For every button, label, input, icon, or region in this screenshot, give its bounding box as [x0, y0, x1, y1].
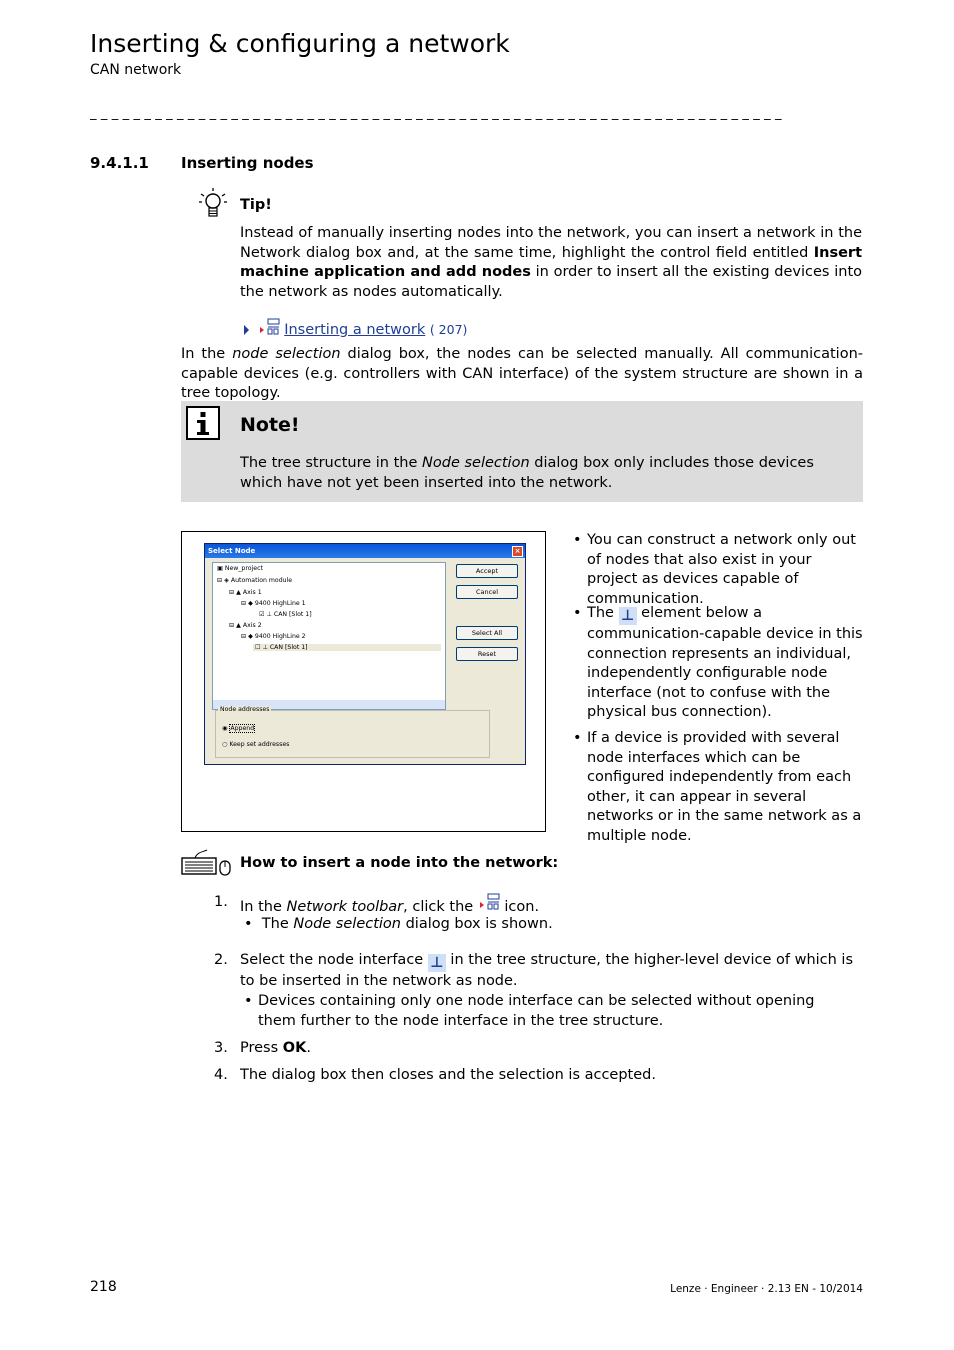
header-rule: _ _ _ _ _ _ _ _ _ _ _ _ _ _ _ _ _ _ _ _ _ _ _ _ _ _ _ _ _ _ _ _ _ _ _ _ _ _ _ _ _ _ _ _ _ _ _ _ _ _ _ _ _ _ _ _ _ _ _ _ _ _ _ _ — [90, 106, 782, 121]
dialog-title: Select Node — [208, 547, 256, 555]
network-icon — [478, 893, 500, 918]
reset-button[interactable]: Reset — [456, 647, 518, 661]
step-4: The dialog box then closes and the selection is accepted. — [240, 1067, 656, 1083]
close-icon[interactable]: × — [512, 546, 523, 557]
step-4-number: 4. — [214, 1067, 228, 1083]
arrow-right-icon — [244, 325, 249, 335]
section-number: 9.4.1.1 — [90, 154, 149, 172]
append-radio[interactable]: ◉ Append — [222, 725, 255, 732]
group-label: Node addresses — [220, 706, 270, 713]
bullet-1: • You can construct a network only out of nodes that also exist in your project as devices capable of communication. — [573, 532, 856, 607]
note-box — [181, 401, 863, 502]
tree-item[interactable]: ⊟ ◆ 9400 HighLine 2 — [241, 633, 306, 640]
tip-label: Tip! — [240, 197, 272, 213]
node-tree[interactable] — [212, 562, 446, 710]
note-title: Note! — [240, 414, 300, 436]
tip-link-row — [244, 318, 467, 343]
tree-item[interactable]: ⊟ ◈ Automation module — [217, 577, 293, 584]
step-1-sub: • The Node selection dialog box is shown. — [244, 916, 553, 932]
dialog-screenshot — [181, 531, 546, 832]
inserting-network-link[interactable]: Inserting a network — [284, 322, 426, 338]
node-interface-icon: ⊥ — [619, 607, 637, 625]
info-icon — [186, 406, 220, 440]
step-2-number: 2. — [214, 952, 228, 968]
step-3: Press OK. — [240, 1040, 311, 1056]
section-title: Inserting nodes — [181, 154, 314, 172]
keyboard-mouse-icon — [181, 848, 233, 878]
page-number: 218 — [90, 1279, 117, 1295]
page-ref: ( 207) — [429, 322, 468, 337]
note-text: The tree structure in the Node selection dialog box only includes those devices which have not yet been inserted into the network. — [240, 455, 814, 491]
step-1: In the Network toolbar, click the icon. — [240, 893, 539, 918]
tree-item[interactable]: ⊟ ▲ Axis 1 — [229, 589, 262, 596]
step-2-sub: • Devices containing only one node interface can be selected without opening them further to the node interface in the tree structure. — [244, 993, 815, 1029]
select-node-dialog — [204, 543, 526, 765]
step-1-number: 1. — [214, 894, 228, 910]
node-addresses-group — [215, 706, 490, 758]
intro-text: In the node selection dialog box, the nodes can be selected manually. All communication-capable devices (e.g. controllers with CAN interface) of the system structure are shown in a tree topology. — [181, 346, 863, 401]
howto-heading: How to insert a node into the network: — [240, 855, 559, 871]
step-2: Select the node interface ⊥ in the tree structure, the higher-level device of which is to be inserted in the network as node. — [240, 952, 854, 989]
dialog-title-bar — [205, 544, 525, 558]
page-subtitle: CAN network — [90, 62, 182, 78]
bullet-2: • The ⊥ element below a communication-capable device in this connection represents an individual, independently configurable node interface (not to confuse with the physical bus connection). — [573, 605, 863, 720]
node-interface-icon: ⊥ — [428, 954, 446, 972]
tree-item-selected[interactable]: ☐ ⊥ CAN [Slot 1] — [253, 644, 441, 651]
tree-item[interactable]: ⊟ ◆ 9400 HighLine 1 — [241, 600, 306, 607]
tip-text: Instead of manually inserting nodes into the network, you can insert a network in the Network dialog box and, at the same time, highlight the control field entitled Insert machine application and add nodes in order to insert all the existing devices into the network as nodes automatically. — [240, 225, 862, 300]
tree-item[interactable]: ⊟ ▲ Axis 2 — [229, 622, 262, 629]
bullet-3: • If a device is provided with several node interfaces which can be configured independently from each other, it can appear in several networks or in the same network as a multiple node. — [573, 730, 862, 844]
cancel-button[interactable]: Cancel — [456, 585, 518, 599]
accept-button[interactable]: Accept — [456, 564, 518, 578]
step-3-number: 3. — [214, 1040, 228, 1056]
tree-item[interactable]: ☑ ⊥ CAN [Slot 1] — [259, 611, 312, 618]
tree-item[interactable]: ▣ New_project — [217, 565, 263, 572]
lightbulb-icon — [196, 186, 232, 220]
keep-addresses-radio[interactable]: ○ Keep set addresses — [222, 741, 290, 748]
network-icon — [258, 318, 280, 343]
footer-info: Lenze · Engineer · 2.13 EN - 10/2014 — [670, 1283, 863, 1295]
page-title: Inserting & configuring a network — [90, 29, 510, 58]
select-all-button[interactable]: Select All — [456, 626, 518, 640]
